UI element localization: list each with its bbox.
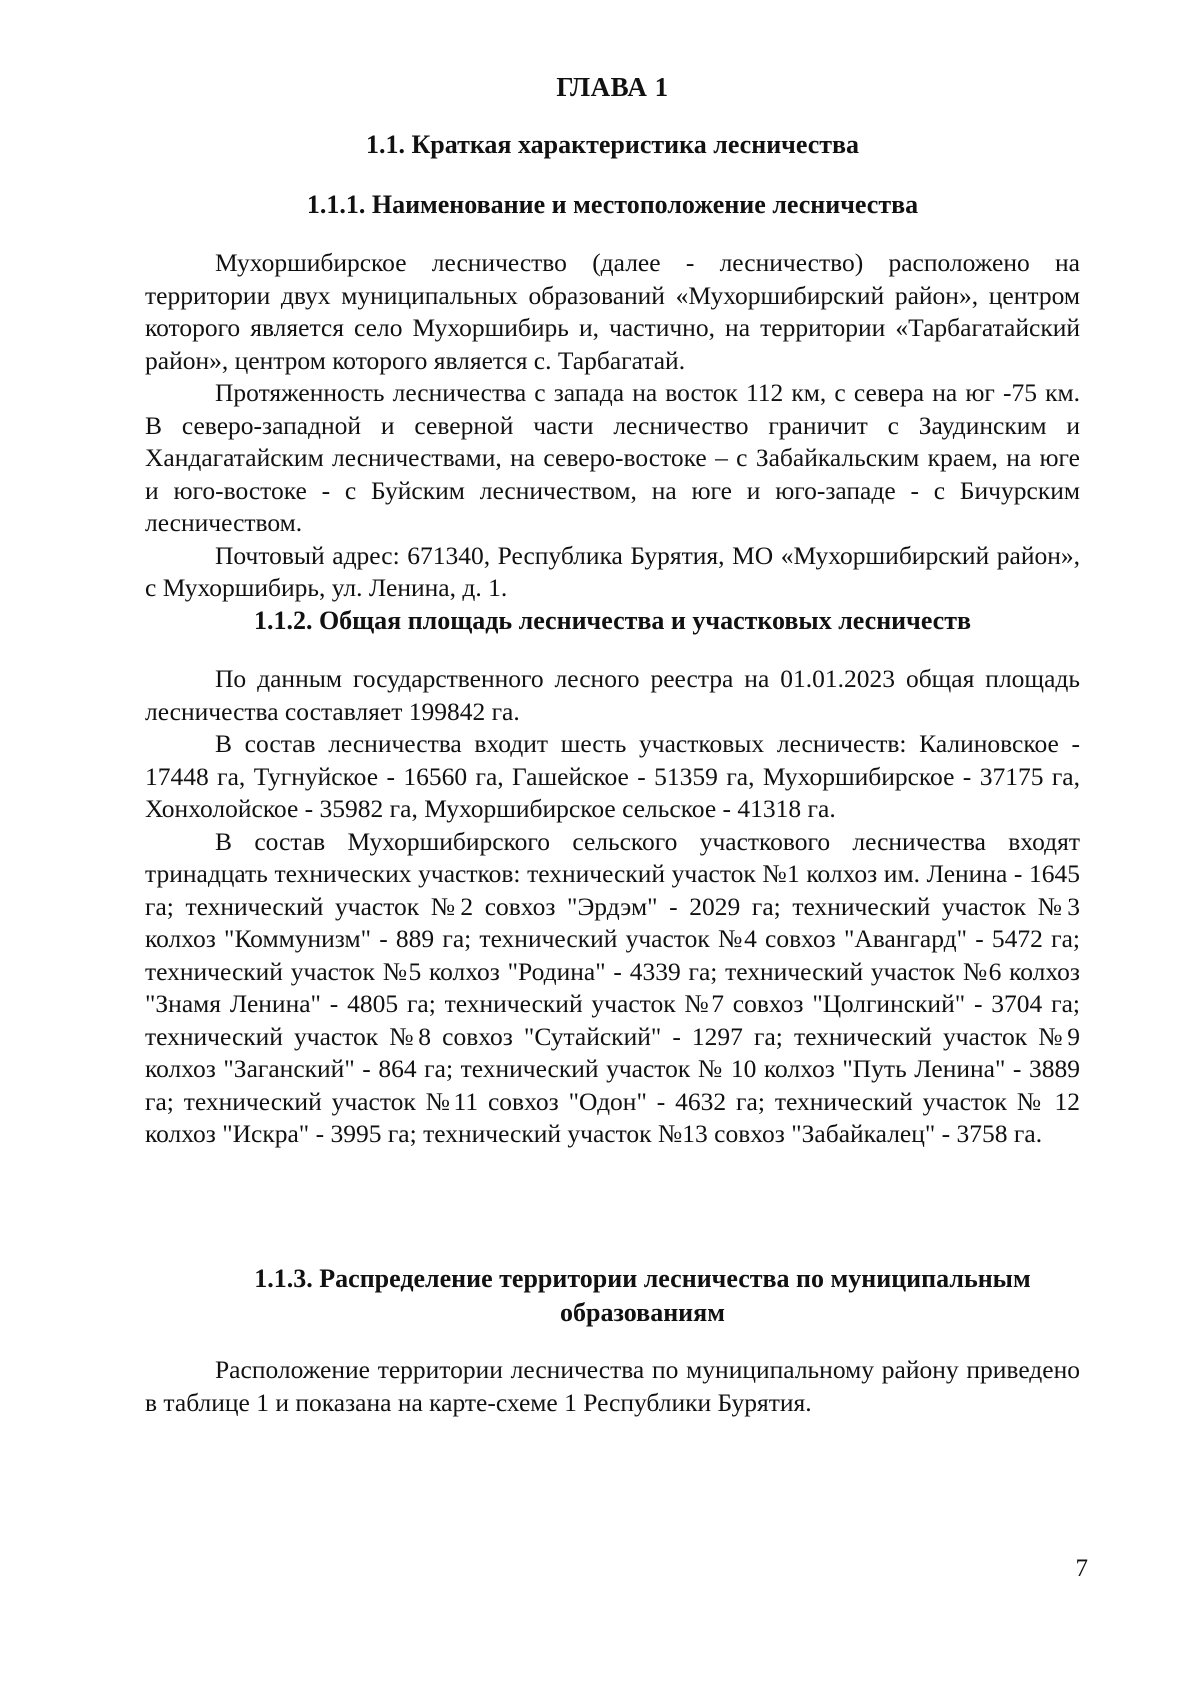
section-1-1-2-title: 1.1.2. Общая площадь лесничества и участковых лесничеств bbox=[253, 606, 972, 635]
section-1-1-1-body bbox=[145, 247, 1080, 605]
paragraph-postal-address: Почтовый адрес: 671340, Республика Бурятия, МО «Мухоршибирский район», с Мухоршибирь, ул. Ленина, д. 1. bbox=[145, 540, 1080, 602]
paragraph-total-area: По данным государственного лесного реестра на 01.01.2023 общая площадь лесничества составляет 199842 га. bbox=[145, 664, 1080, 726]
section-1-1-title: 1.1. Краткая характеристика лесничества bbox=[365, 130, 860, 159]
paragraph-district-forestries: В состав лесничества входит шесть участковых лесничеств: Калиновское - 17448 га, Тугнуйское - 16560 га, Гашейское - 51359 га, Мухоршибирское - 37175 га, Хонхолойское - 35982 га, Мухоршибирское сельское - 41318 га. bbox=[145, 729, 1080, 823]
paragraph-technical-sites: В состав Мухоршибирского сельского участкового лесничества входят тринадцать технических участков: технический участок №1 колхоз им. Ленина - 1645 га; технический участок №2 совхоз "Эрдэм" - 2029 га; технический участок №3 колхоз "Коммунизм" - 889 га; технический участок №4 совхоз "Авангард" - 5472 га; технический участок №5 колхоз "Родина" - 4339 га; технический участок №6 колхоз "Знамя Ленина" - 4805 га; технический участок №7 совхоз "Цолгинский" - 3704 га; технический участок №8 совхоз "Сутайский" - 1297 га; технический участок №9 колхоз "Заганский" - 864 га; технический участок № 10 колхоз "Путь Ленина" - 3889 га; технический участок №11 совхоз "Одон" - 4632 га; технический участок № 12 колхоз "Искра" - 3995 га; технический участок №13 совхоз "Забайкалец" - 3758 га. bbox=[145, 826, 1080, 1148]
section-1-1-3-title: 1.1.3. Распределение территории лесничества по муниципальным образованиям bbox=[254, 1264, 1031, 1327]
page-number: 7 bbox=[1075, 1555, 1088, 1582]
section-1-1-1-title: 1.1.1. Наименование и местоположение лесничества bbox=[306, 190, 919, 219]
chapter-title: ГЛАВА 1 bbox=[556, 72, 669, 102]
paragraph-location: Мухоршибирское лесничество (далее - лесничество) расположено на территории двух муниципальных образований «Мухоршибирский район», центром которого является село Мухоршибирь и, частично, на территории «Тарбагатайский район», центром которого является с. Тарбагатай. bbox=[145, 248, 1080, 375]
section-1-1-3-body bbox=[145, 1354, 1080, 1419]
paragraph-municipal-distribution: Расположение территории лесничества по муниципальному району приведено в таблице 1 и показана на карте-схеме 1 Республики Бурятия. bbox=[145, 1355, 1080, 1417]
section-1-1-2-body bbox=[145, 663, 1080, 1151]
paragraph-extent-borders: Протяженность лесничества с запада на восток 112 км, с севера на юг -75 км. В северо-западной и северной части лесничество граничит с Заудинским и Хандагатайским лесничествами, на северо-востоке – с Забайкальским краем, на юге и юго-востоке - с Буйским лесничеством, на юге и юго-западе - с Бичурским лесничеством. bbox=[145, 378, 1080, 537]
